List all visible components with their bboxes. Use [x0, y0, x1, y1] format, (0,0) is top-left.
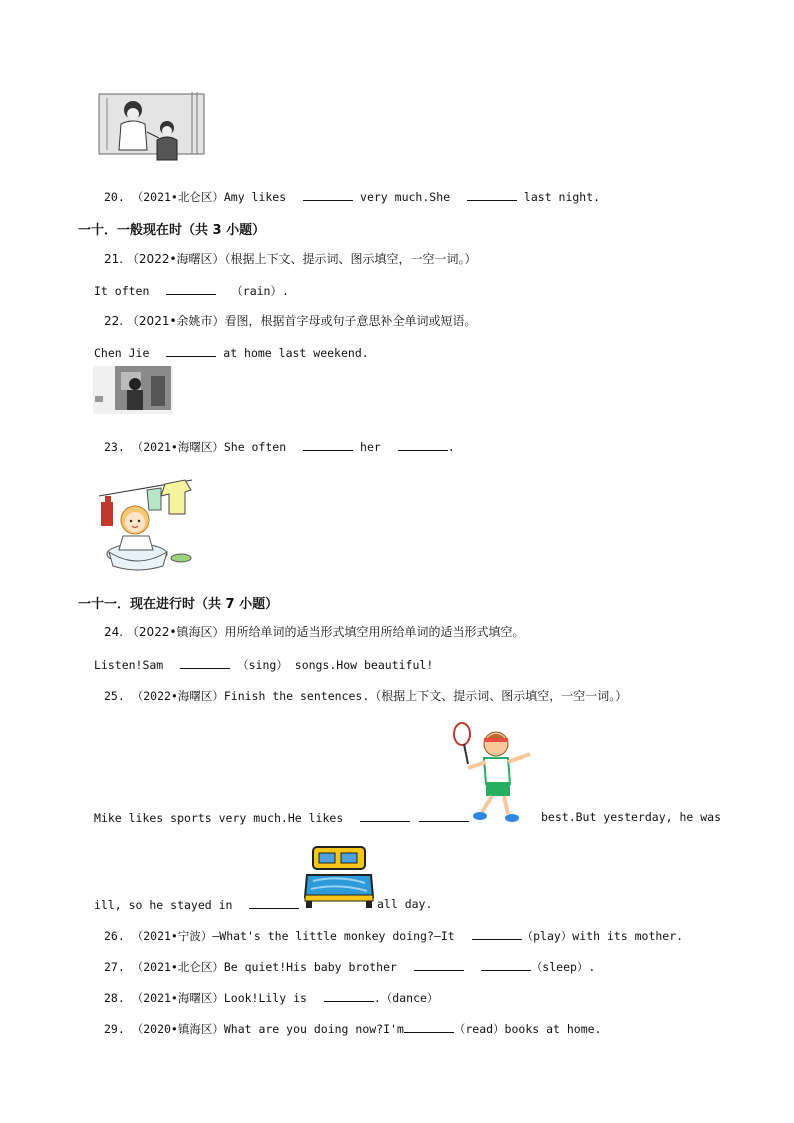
question-25-line-1: Mike likes sports very much.He likes: [94, 809, 469, 826]
answer-blank[interactable]: [303, 188, 353, 201]
question-27: 27. （2021•北仑区）Be quiet!His baby brother （sleep）.: [104, 960, 596, 974]
answer-blank[interactable]: [467, 188, 517, 201]
question-22: 22. （2021•余姚市）看图，根据首字母或句子意思补全单词或短语。: [104, 314, 477, 328]
question-25: 25. （2022•海曙区）Finish the sentences.（根据上下文、提示词、图示填空，一空一词。）: [104, 689, 628, 703]
answer-blank[interactable]: [249, 896, 299, 909]
answer-blank[interactable]: [166, 344, 216, 357]
answer-blank[interactable]: [481, 958, 531, 971]
question-21: 21. （2022•海曙区）（根据上下文、提示词、图示填空，一空一词。）: [104, 252, 477, 266]
answer-blank[interactable]: [414, 958, 464, 971]
question-26: 26. （2021•宁波）–What's the little monkey doing?–It （play）with its mother.: [104, 929, 684, 943]
question-22-sentence: Chen Jie at home last weekend.: [94, 346, 369, 360]
answer-blank[interactable]: [166, 282, 216, 295]
section-heading-11: 一十一．现在进行时（共 7 小题）: [78, 597, 279, 612]
answer-blank[interactable]: [404, 1020, 454, 1033]
answer-blank[interactable]: [398, 438, 448, 451]
picture-girl-washing-clothes: [97, 474, 197, 574]
question-29: 29. （2020•镇海区）What are you doing now?I'm （read）books at home.: [104, 1022, 602, 1036]
answer-blank[interactable]: [360, 809, 410, 822]
section-heading-10: 一十．一般现在时（共 3 小题）: [78, 223, 266, 238]
question-24: 24. （2022•镇海区）用所给单词的适当形式填空用所给单词的适当形式填空。: [104, 625, 525, 639]
answer-blank[interactable]: [419, 809, 469, 822]
question-25-line-1-end: best.But yesterday, he was: [541, 810, 722, 824]
answer-blank[interactable]: [303, 438, 353, 451]
question-28: 28. （2021•海曙区）Look!Lily is .（dance）: [104, 991, 439, 1005]
answer-blank[interactable]: [472, 927, 522, 940]
answer-blank[interactable]: [324, 989, 374, 1002]
picture-bed: [303, 845, 375, 909]
question-24-sentence: Listen!Sam （sing） songs.How beautiful!: [94, 658, 434, 672]
question-21-sentence: It often （rain）.: [94, 284, 289, 298]
question-20: 20. （2021•北仑区）Amy likes very much.She last night.: [104, 190, 601, 204]
answer-blank[interactable]: [180, 656, 230, 669]
question-25-line-2: ill, so he stayed in: [94, 896, 299, 913]
picture-two-people: [97, 88, 207, 166]
question-25-line-2-end: all day.: [377, 897, 433, 911]
picture-boy-at-home: [93, 366, 173, 414]
question-23: 23. （2021•海曙区）She often her .: [104, 440, 455, 454]
